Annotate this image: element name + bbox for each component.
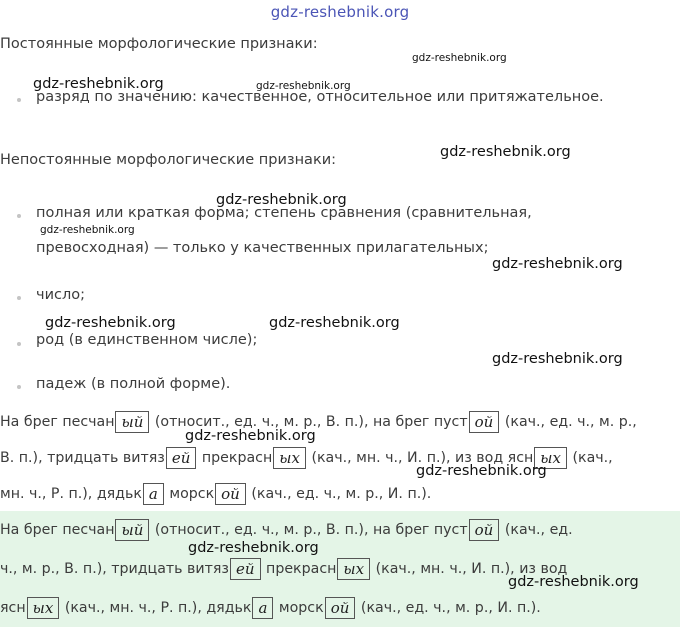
ending-box: ых [27, 597, 60, 619]
text-segment: (кач., ед. ч., м. р., И. п.). [251, 486, 432, 502]
watermark-text: gdz-reshebnik.org [188, 540, 319, 556]
text-segment: (относит., ед. ч., м. р., В. п.), на брег пуст [154, 414, 468, 430]
text-segment: (кач., мн. ч., Р. п.), дядьк [64, 600, 252, 616]
text-segment: На брег песчан [0, 414, 115, 430]
watermark-text: gdz-reshebnik.org [185, 428, 316, 444]
bullet-icon [17, 214, 21, 218]
watermark-text: gdz-reshebnik.org [269, 315, 400, 331]
text-segment: (кач., [572, 450, 613, 466]
ending-box: ый [115, 411, 149, 433]
watermark-text: gdz-reshebnik.org [33, 76, 164, 92]
ending-box: ых [534, 447, 567, 469]
text-segment: На брег песчан [0, 522, 115, 538]
bullet-item-continued: превосходная) — только у качественных прилагательных; [36, 240, 489, 256]
variable-features-heading: Непостоянные морфологические признаки: [0, 152, 337, 168]
analysis-line [0, 557, 567, 581]
watermark-text: gdz-reshebnik.org [492, 256, 623, 272]
text-segment: морск [169, 486, 215, 502]
text-segment: ясн [0, 600, 26, 616]
analysis-line [0, 410, 637, 434]
watermark-text: gdz-reshebnik.org [416, 463, 547, 479]
analysis-line [0, 596, 541, 620]
text-segment: морск [278, 600, 324, 616]
bullet-icon [17, 342, 21, 346]
ending-box: а [252, 597, 273, 619]
bullet-icon [17, 296, 21, 300]
ending-box: ой [325, 597, 356, 619]
ending-box: а [143, 483, 164, 505]
ending-box: ой [469, 411, 500, 433]
ending-box: ых [337, 558, 370, 580]
ending-box: ой [215, 483, 246, 505]
watermark-text: gdz-reshebnik.org [40, 224, 135, 236]
ending-box: ых [273, 447, 306, 469]
watermark-text: gdz-reshebnik.org [492, 351, 623, 367]
watermark-text: gdz-reshebnik.org [216, 192, 347, 208]
bullet-icon [17, 98, 21, 102]
text-segment: прекрасн [201, 450, 273, 466]
bullet-item: полная или краткая форма; степень сравнения (сравнительная, [36, 205, 532, 221]
watermark-text: gdz-reshebnik.org [412, 52, 507, 64]
ending-box: ей [230, 558, 261, 580]
text-segment: (относит., ед. ч., м. р., В. п.), на брег пуст [154, 522, 468, 538]
ending-box: ый [115, 519, 149, 541]
text-segment: прекрасн [266, 561, 337, 577]
watermark-text: gdz-reshebnik.org [508, 574, 639, 590]
bullet-icon [17, 385, 21, 389]
ending-box: ой [469, 519, 500, 541]
ending-box: ей [166, 447, 197, 469]
bullet-item: разряд по значению: качественное, относительное или притяжательное. [36, 89, 604, 105]
bullet-item: число; [36, 287, 85, 303]
analysis-line [0, 518, 573, 542]
bullet-item: род (в единственном числе); [36, 332, 258, 348]
text-segment: В. п.), тридцать витяз [0, 450, 165, 466]
bullet-item: падеж (в полной форме). [36, 376, 231, 392]
text-segment: (кач., ед. ч., м. р., И. п.). [360, 600, 541, 616]
header-watermark[interactable]: gdz-reshebnik.org [270, 3, 410, 21]
text-segment: (кач., ед. [504, 522, 573, 538]
watermark-text: gdz-reshebnik.org [256, 80, 351, 92]
text-segment: (кач., мн. ч., И. п.), из вод [375, 561, 568, 577]
constant-features-heading: Постоянные морфологические признаки: [0, 36, 318, 52]
watermark-text: gdz-reshebnik.org [440, 144, 571, 160]
text-segment: ч., м. р., В. п.), тридцать витяз [0, 561, 229, 577]
text-segment: мн. ч., Р. п.), дядьк [0, 486, 142, 502]
text-segment: (кач., ед. ч., м. р., [504, 414, 637, 430]
watermark-text: gdz-reshebnik.org [45, 315, 176, 331]
analysis-line [0, 482, 431, 506]
text-segment: (кач., мн. ч., И. п.), из вод ясн [311, 450, 534, 466]
